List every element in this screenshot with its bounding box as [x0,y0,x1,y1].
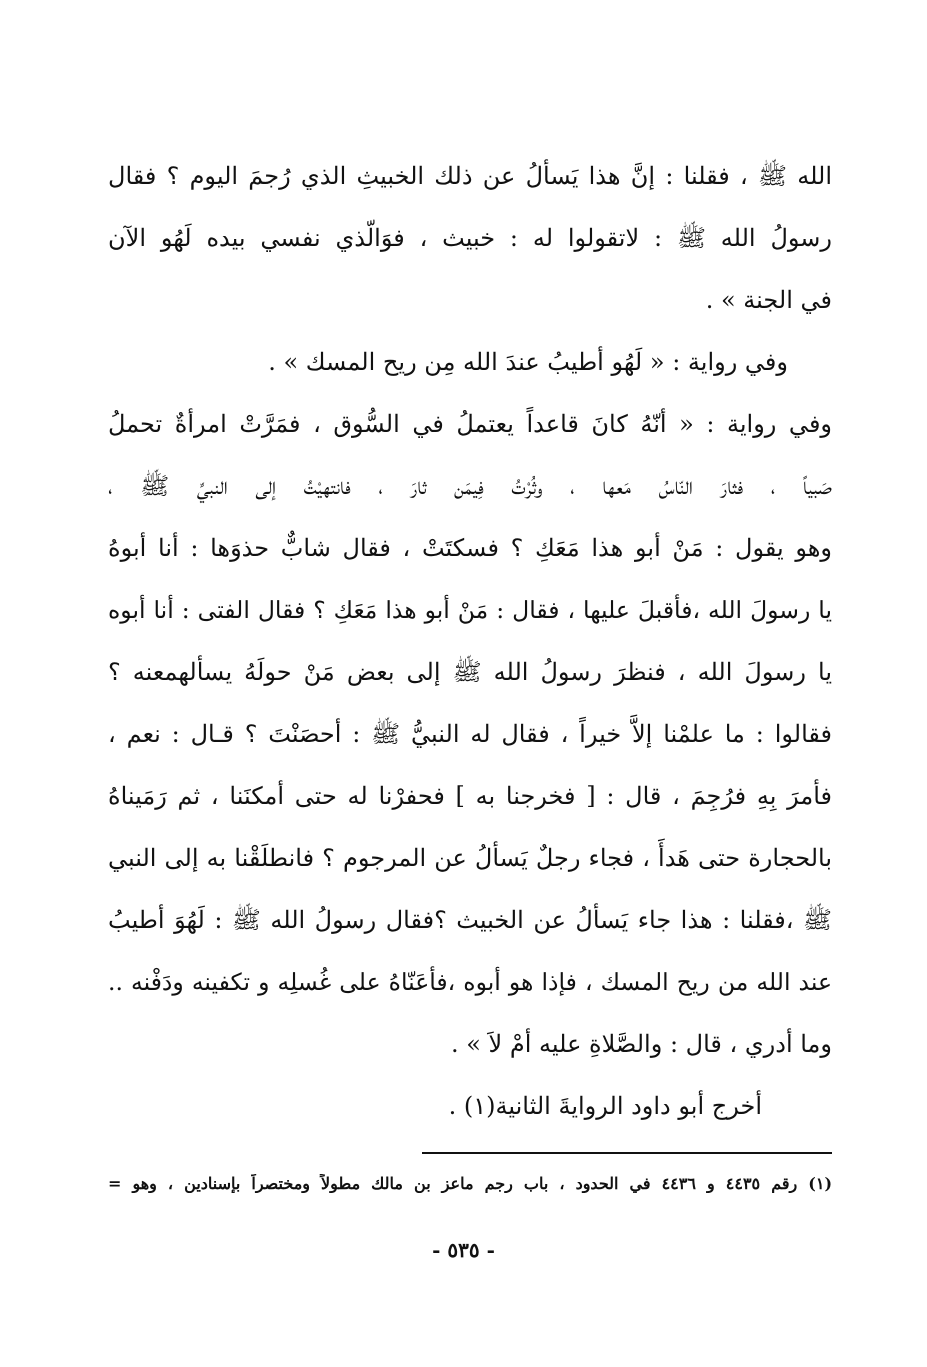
text-line: وفي رواية : « لَهُو أطيبُ عندَ الله مِن ريح المسك » . [268,348,788,376]
text-line: ﷺ ،فقلنا : هذا جاء يَسألُ عن الخبيث ؟فقال رسولُ الله ﷺ : لَهُوَ أطيبُ [108,906,832,934]
text-line: فأمرَ بِهِ فرُجِمَ ، قال : [ فخرجنا به ] فحفرْنا له حتى أمكنَنا ، ثم رَمَيناهُ [108,782,832,810]
text-line: صَبياً ، فثارَ النّاسُ مَعها ، وثُرْتُ فِيمَن ثارَ ، فانتهيْتُ إلى النبيِّ ﷺ ، [108,472,832,500]
text-line: عند الله من ريح المسك ، فإذا هو أبوه ،فأعَنّاهُ على غُسلِه و تكفينه ودَفْنه .. [108,968,832,996]
footnote-divider [422,1152,832,1154]
footnote: (١) رقم ٤٤٣٥ و ٤٤٣٦ في الحدود ، باب رجم ماعز بن مالك مطولاً ومختصراً بإسنادين ، وهو = [108,1174,832,1193]
text-line: وما أدري ، قال : والصَّلاةِ عليه أمْ لاَ » . [450,1030,832,1058]
text-line: يا رسولَ الله ،فأقبلَ عليها ، فقال : مَنْ أبو هذا مَعَكِ ؟ فقال الفتى : أنا أبوه [108,596,832,624]
text-line: الله ﷺ ، فقلنا : إنَّ هذا يَسألُ عن ذلك الخبيثِ الذي رُجمَ اليوم ؟ فقال [108,162,832,190]
text-line: بالحجارة حتى هَدأَ ، فجاء رجلٌ يَسألُ عن المرجوم ؟ فانطلَقْنا به إلى النبي [108,844,832,872]
text-line: وهو يقول : مَنْ أبو هذا مَعَكِ ؟ فسكتَتْ ، فقال شابٌّ حذوَها : أنا أبوهُ [108,534,832,562]
text-line: وفي رواية : « أنّهُ كانَ قاعداً يعتملُ في السُّوق ، فمَرَّتْ امرأةٌ تحملُ [108,410,832,438]
page-number: - ٥٣٥ - [432,1238,495,1262]
text-line: أخرج أبو داود الروايةَ الثانية(١) . [448,1092,762,1120]
text-line: يا رسولَ الله ، فنظرَ رسولُ الله ﷺ إلى بعض مَنْ حولَهُ يسألهمعنه ؟ [108,658,832,686]
text-line: رسولُ الله ﷺ : لاتقولوا له : خبيث ، فوَالّذي نفسي بيده لَهُو الآن [108,224,832,252]
text-line: في الجنة » . [705,286,832,314]
text-line: فقالوا : ما علمْنا إلاَّ خيراً ، فقال له النبيُّ ﷺ : أحصَنْتَ ؟ قـال : نعم ، [108,720,832,748]
main-text [108,145,832,1137]
